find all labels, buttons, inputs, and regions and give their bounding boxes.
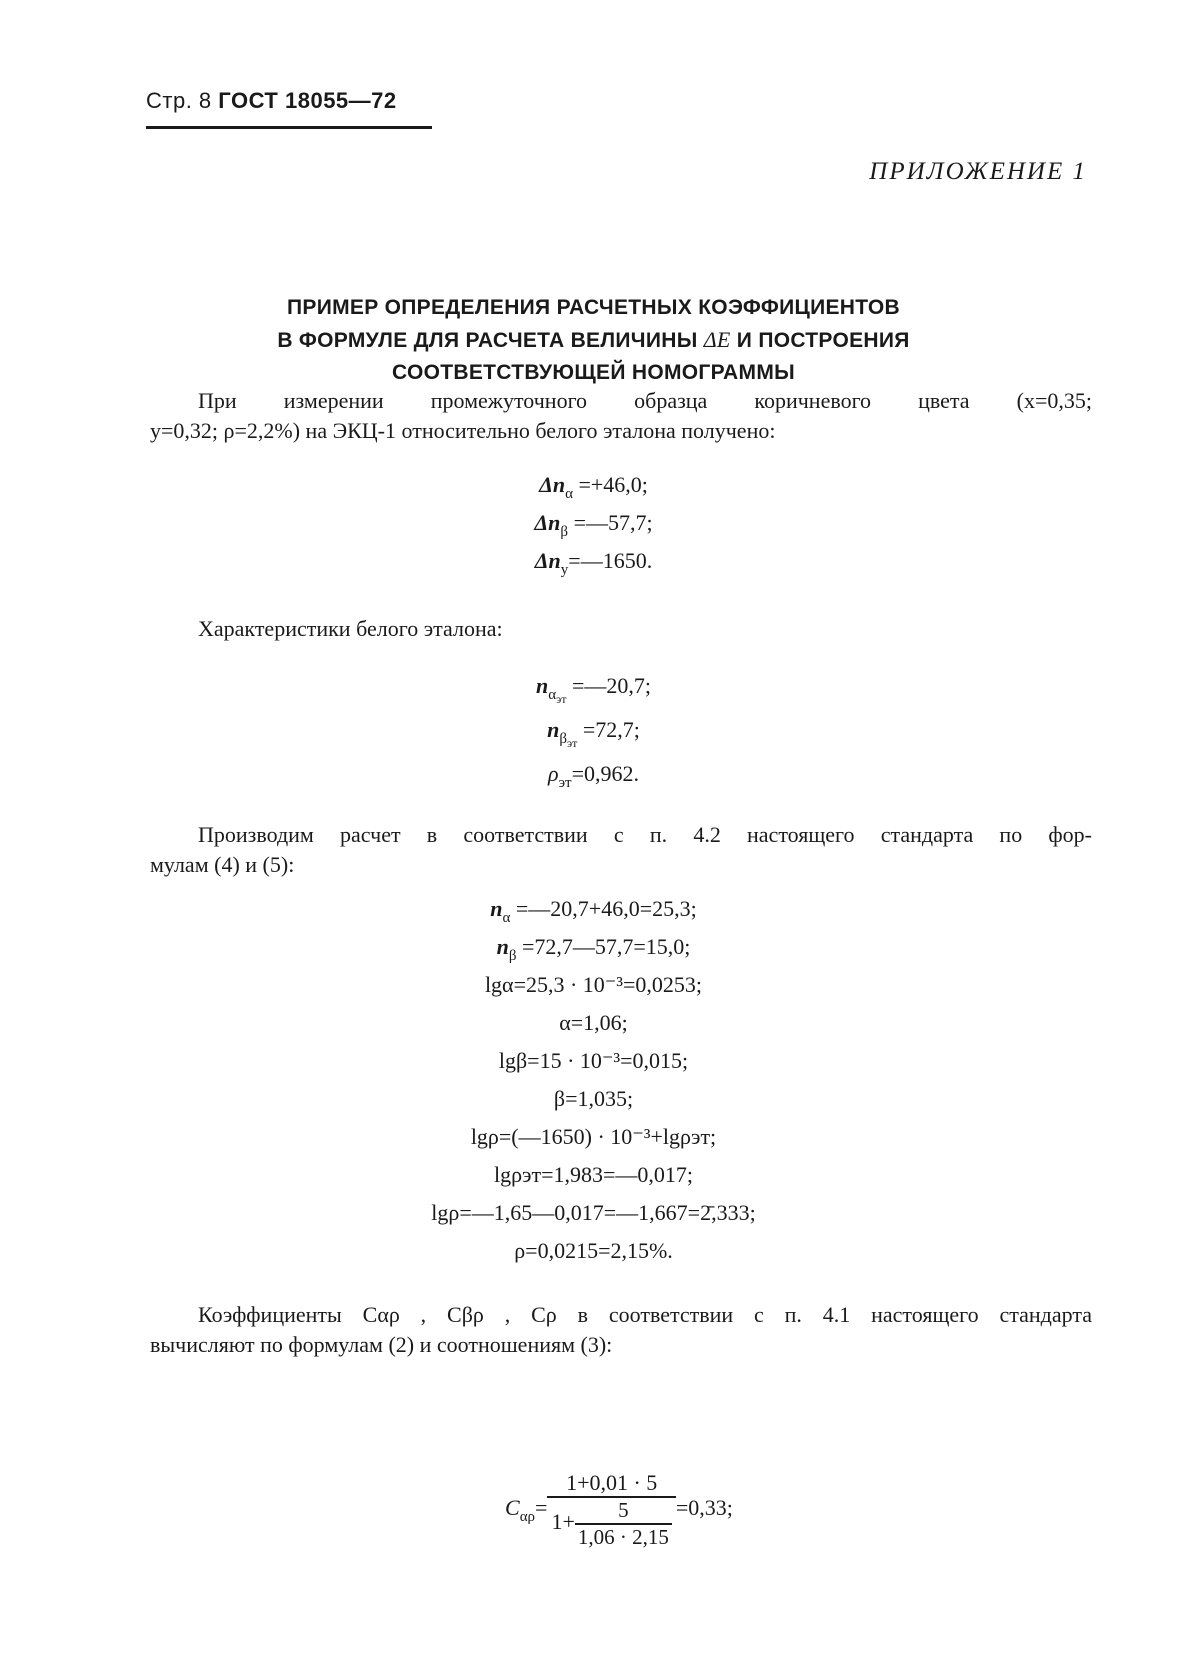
paragraph-etalon — [150, 614, 1092, 644]
equation: α=1,06; — [559, 1010, 628, 1035]
main-fraction: 1+0,01 · 5 1+ $\frac{5}{1,06 \cdot 2,15}$ — [547, 1470, 675, 1550]
equation: $\Delta n_\beta$ =—57,7; — [534, 510, 653, 540]
paragraph-line: Коэффициенты Cαρ , Cβρ , Cρ в соответствии с п. 4.1 настоящего стандарта — [198, 1302, 1092, 1327]
equation: lgρ=(—1650) · 10⁻³+lgρэт; — [470, 1124, 717, 1149]
title-line-3: СООТВЕТСТВУЮЩЕЙ НОМОГРАММЫ — [392, 361, 795, 384]
paragraph-line: При измерении промежуточного образца коричневого цвета (x=0,35; — [198, 388, 1092, 413]
paragraph-line: вычисляют по формулам (2) и соотношениям (3): — [150, 1332, 613, 1357]
section-title — [0, 292, 1187, 389]
equation: $n_{\beta эт} =72,7$; — [547, 717, 640, 750]
equation: $n_{\alpha эт}$ =—20,7; — [535, 673, 652, 706]
title-line-2: В ФОРМУЛЕ ДЛЯ РАСЧЕТА ВЕЛИЧИНЫ ΔE И ПОСТРОЕНИЯ — [277, 327, 910, 352]
etalon-equations — [0, 664, 1187, 796]
equation: lgρ=—1,65—0,017=—1,667=2̄,333; — [431, 1200, 756, 1225]
equation: $\rho_{эт}=0,962$. — [548, 761, 639, 791]
equation: lgρэт=1,983=—0,017; — [493, 1162, 694, 1187]
header-rule — [146, 126, 432, 129]
coefficient-formula: $C_{\alpha\rho}=$ 1+0,01 · 5 1+ $\frac{5}{1,06 \cdot 2,15}$ =0,33; — [505, 1470, 733, 1549]
equation: ρ=0,0215=2,15%. — [514, 1238, 673, 1263]
equation: $n_\alpha$ =—20,7+46,0=25,3; — [490, 896, 697, 926]
paragraph-line: мулам (4) и (5): — [150, 852, 295, 877]
inner-fraction: $\frac{5}{1,06 \cdot 2,15}$ — [575, 1498, 672, 1550]
paragraph-calculation — [150, 820, 1092, 880]
page-header — [146, 88, 397, 114]
appendix-label: ПРИЛОЖЕНИЕ 1 — [869, 158, 1087, 185]
paragraph-coefficients — [150, 1300, 1092, 1360]
title-line-1: ПРИМЕР ОПРЕДЕЛЕНИЯ РАСЧЕТНЫХ КОЭФФИЦИЕНТОВ — [287, 296, 900, 319]
standard-code: ГОСТ 18055—72 — [218, 88, 397, 113]
paragraph-line: Производим расчет в соответствии с п. 4.2 настоящего стандарта по фор- — [198, 822, 1092, 847]
delta-e-symbol: ΔE — [703, 327, 731, 352]
equation: β=1,035; — [553, 1086, 634, 1111]
delta-n-equations — [0, 466, 1187, 580]
calculation-equations — [0, 890, 1187, 1270]
equation: lgα=25,3 · 10⁻³=0,0253; — [484, 972, 703, 997]
paragraph-measurement — [150, 386, 1092, 446]
equation: $\Delta n_у=—1650$. — [534, 548, 653, 578]
paragraph-line: Характеристики белого эталона: — [198, 616, 503, 641]
paragraph-line: y=0,32; ρ=2,2%) на ЭКЦ-1 относительно белого эталона получено: — [150, 418, 776, 443]
page-number: Стр. 8 — [146, 88, 212, 113]
equation: $n_\beta$ =72,7—57,7=15,0; — [496, 934, 691, 964]
equation: $\Delta n_\alpha =+46,0$; — [539, 472, 648, 502]
equation: lgβ=15 · 10⁻³=0,015; — [498, 1048, 689, 1073]
